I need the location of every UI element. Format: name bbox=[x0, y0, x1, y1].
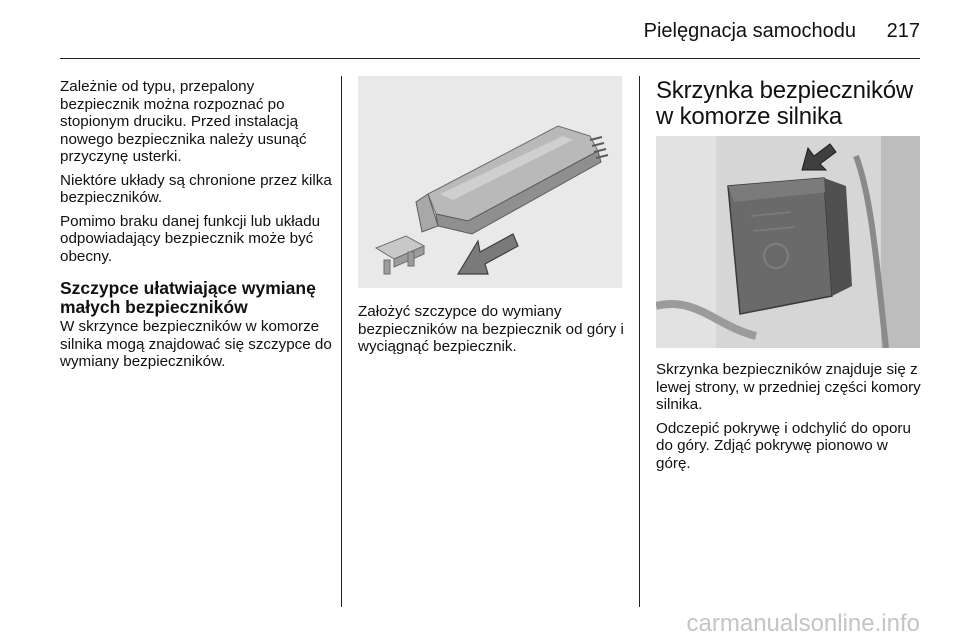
paragraph: Skrzynka bezpieczników znajduje się z lewej strony, w przedniej części komory silnika. bbox=[656, 361, 921, 413]
section-heading: Skrzynka bezpieczników w komorze silnika bbox=[656, 77, 914, 130]
right-column bbox=[656, 361, 924, 478]
right-column-heading-block bbox=[656, 78, 924, 144]
figure-caption: Założyć szczypce do wymiany bezpieczników na bezpiecznik od góry i wyciągnąć bezpiecznik. bbox=[358, 303, 624, 355]
engine-fuse-box-photo bbox=[656, 136, 920, 348]
middle-column bbox=[358, 303, 628, 362]
fuse-puller-illustration bbox=[358, 76, 622, 288]
column-divider-2 bbox=[639, 76, 640, 607]
watermark: carmanualsonline.info bbox=[686, 610, 920, 637]
paragraph: Zależnie od typu, przepalony bezpiecznik można rozpoznać po stopionym druciku. Przed instalacją nowego bezpiecznika należy usunąć przyczynę usterki. bbox=[60, 78, 307, 165]
left-column bbox=[60, 78, 332, 377]
section-title: Pielęgnacja samochodu bbox=[643, 20, 856, 42]
paragraph: Niektóre układy są chronione przez kilka bezpieczników. bbox=[60, 171, 332, 206]
paragraph: Pomimo braku danej funkcji lub układu odpowiadający bezpiecznik może być obecny. bbox=[60, 212, 321, 265]
paragraph: W skrzynce bezpieczników w komorze silnika mogą znajdować się szczypce do wymiany bezpieczników. bbox=[60, 318, 332, 370]
column-divider-1 bbox=[341, 76, 342, 607]
paragraph: Odczepić pokrywę i odchylić do oporu do góry. Zdjąć pokrywę pionowo w górę. bbox=[656, 419, 911, 472]
section-heading: Szczypce ułatwiające wymianę małych bezpieczników bbox=[60, 278, 316, 317]
header-rule bbox=[60, 58, 920, 59]
page-number: 217 bbox=[886, 20, 920, 42]
